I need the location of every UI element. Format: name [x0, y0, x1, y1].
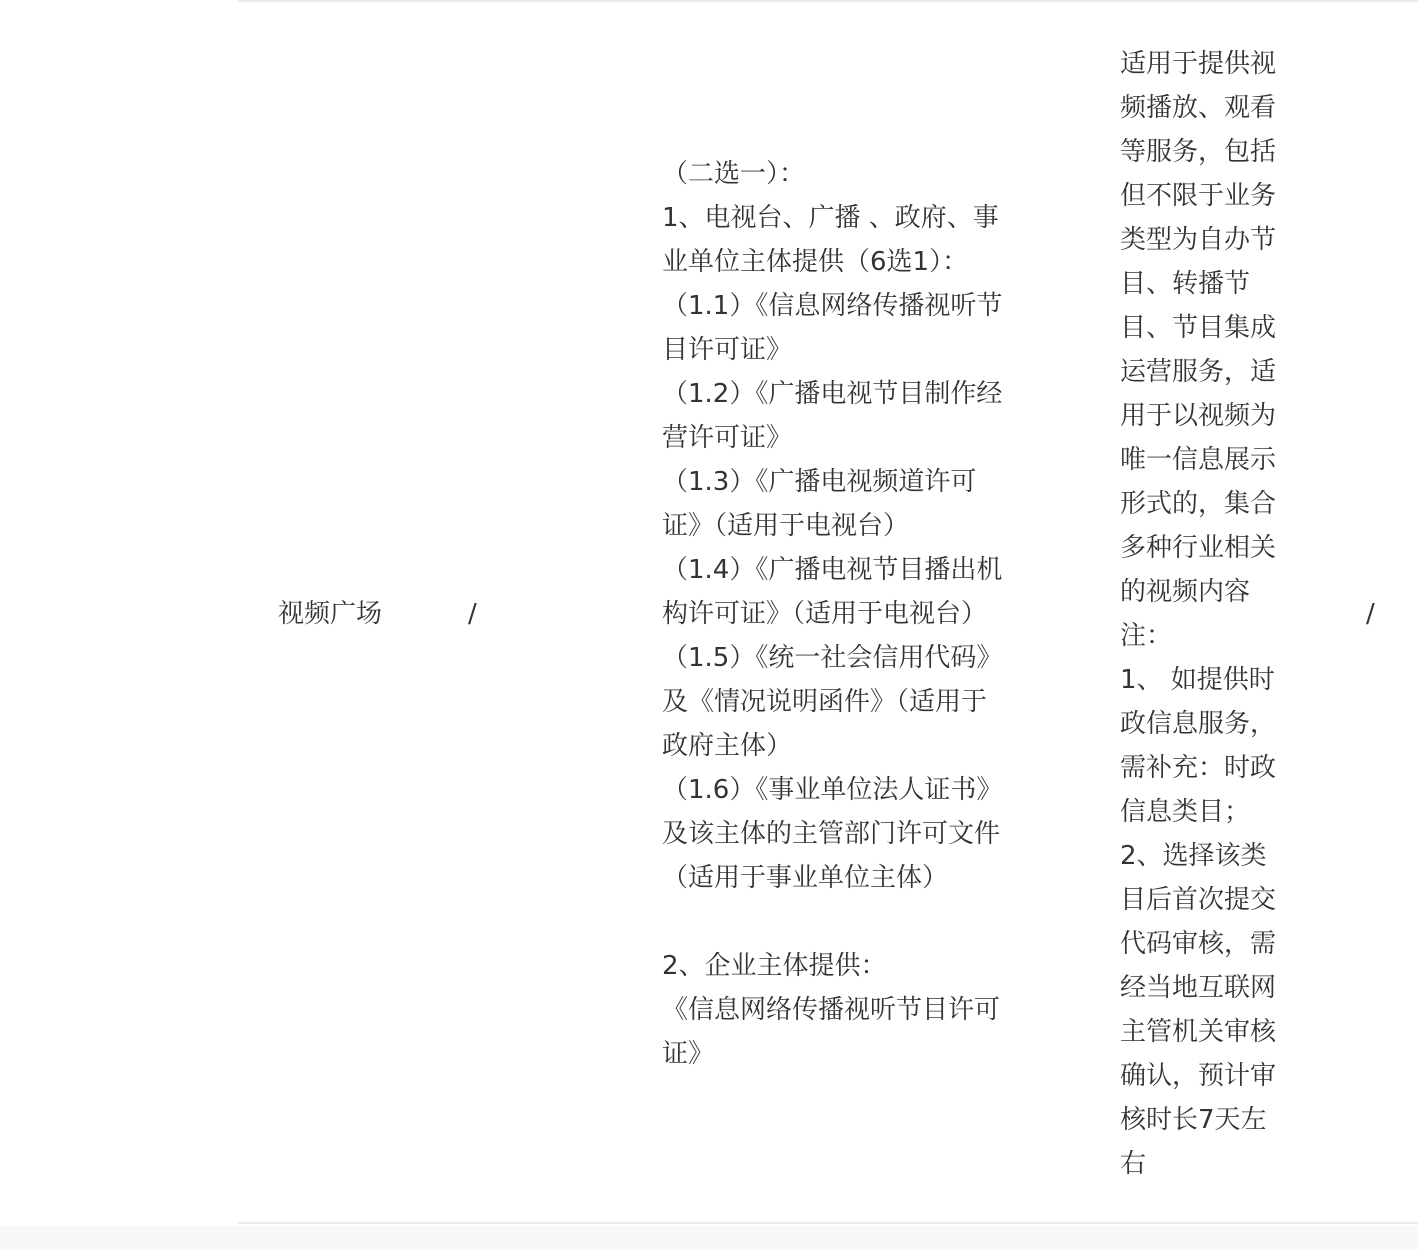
description-line: 主管机关审核: [1120, 1017, 1277, 1047]
description-line: 注：: [1120, 621, 1173, 651]
documents-line: 证》: [662, 1039, 715, 1069]
documents-line: 及《情况说明函件》（适用于: [662, 687, 988, 717]
description-line: 1、 如提供时: [1120, 665, 1275, 695]
description-line: 核时长7天左: [1120, 1105, 1267, 1135]
description-line: 多种行业相关: [1120, 533, 1277, 563]
documents-line: 构许可证》（适用于电视台）: [662, 599, 988, 629]
description-line: 频播放、观看: [1120, 93, 1277, 123]
documents-line: 及该主体的主管部门许可文件: [662, 819, 1001, 849]
description-line: 代码审核，需: [1120, 929, 1277, 959]
description-line: 政信息服务，: [1120, 709, 1277, 739]
documents-line: 业单位主体提供（6选1）：: [662, 247, 969, 277]
category-name-cell: 视频广场: [278, 599, 383, 629]
description-line: 形式的，集合: [1120, 489, 1277, 519]
description-line: 类型为自办节: [1120, 225, 1277, 255]
description-line: 经当地互联网: [1120, 973, 1277, 1003]
documents-line: （1.1）《信息网络传播视听节: [662, 291, 1003, 321]
documents-line: 《信息网络传播视听节目许可: [662, 995, 1001, 1025]
description-line: 目、节目集成: [1120, 313, 1277, 343]
documents-line: （二选一）：: [662, 159, 806, 189]
empty-value-cell: /: [468, 599, 477, 629]
required-documents-cell: [662, 152, 1002, 1076]
description-cell: [1120, 42, 1276, 1186]
description-line: 运营服务，适: [1120, 357, 1277, 387]
documents-line: 营许可证》: [662, 423, 793, 453]
description-line: 目后首次提交: [1120, 885, 1277, 915]
documents-line: 2、企业主体提供：: [662, 951, 887, 981]
description-line: 确认，预计审: [1120, 1061, 1277, 1091]
description-line: 2、选择该类: [1120, 841, 1267, 871]
documents-line: 证》（适用于电视台）: [662, 511, 910, 541]
table-footer-strip: [0, 1226, 1418, 1250]
documents-line: 1、电视台、广播 、政府、事: [662, 203, 999, 233]
documents-line: （1.5）《统一社会信用代码》: [662, 643, 1003, 673]
documents-line: （1.2）《广播电视节目制作经: [662, 379, 1003, 409]
documents-line: 政府主体）: [662, 731, 793, 761]
documents-line: （1.6）《事业单位法人证书》: [662, 775, 1003, 805]
description-line: 用于以视频为: [1120, 401, 1277, 431]
description-line: 信息类目；: [1120, 797, 1251, 827]
description-line: 适用于提供视: [1120, 49, 1277, 79]
description-line: 等服务，包括: [1120, 137, 1277, 167]
documents-line: （1.3）《广播电视频道许可: [662, 467, 977, 497]
documents-line: （1.4）《广播电视节目播出机: [662, 555, 1003, 585]
description-line: 需补充：时政: [1120, 753, 1277, 783]
description-line: 目、转播节: [1120, 269, 1251, 299]
description-line: 唯一信息展示: [1120, 445, 1277, 475]
description-line: 但不限于业务: [1120, 181, 1277, 211]
description-line: 右: [1120, 1149, 1147, 1179]
description-line: 的视频内容: [1120, 577, 1251, 607]
empty-value-cell: /: [1366, 599, 1375, 629]
documents-line: （适用于事业单位主体）: [662, 863, 949, 893]
documents-blank-line: [662, 900, 1002, 944]
documents-line: 目许可证》: [662, 335, 793, 365]
